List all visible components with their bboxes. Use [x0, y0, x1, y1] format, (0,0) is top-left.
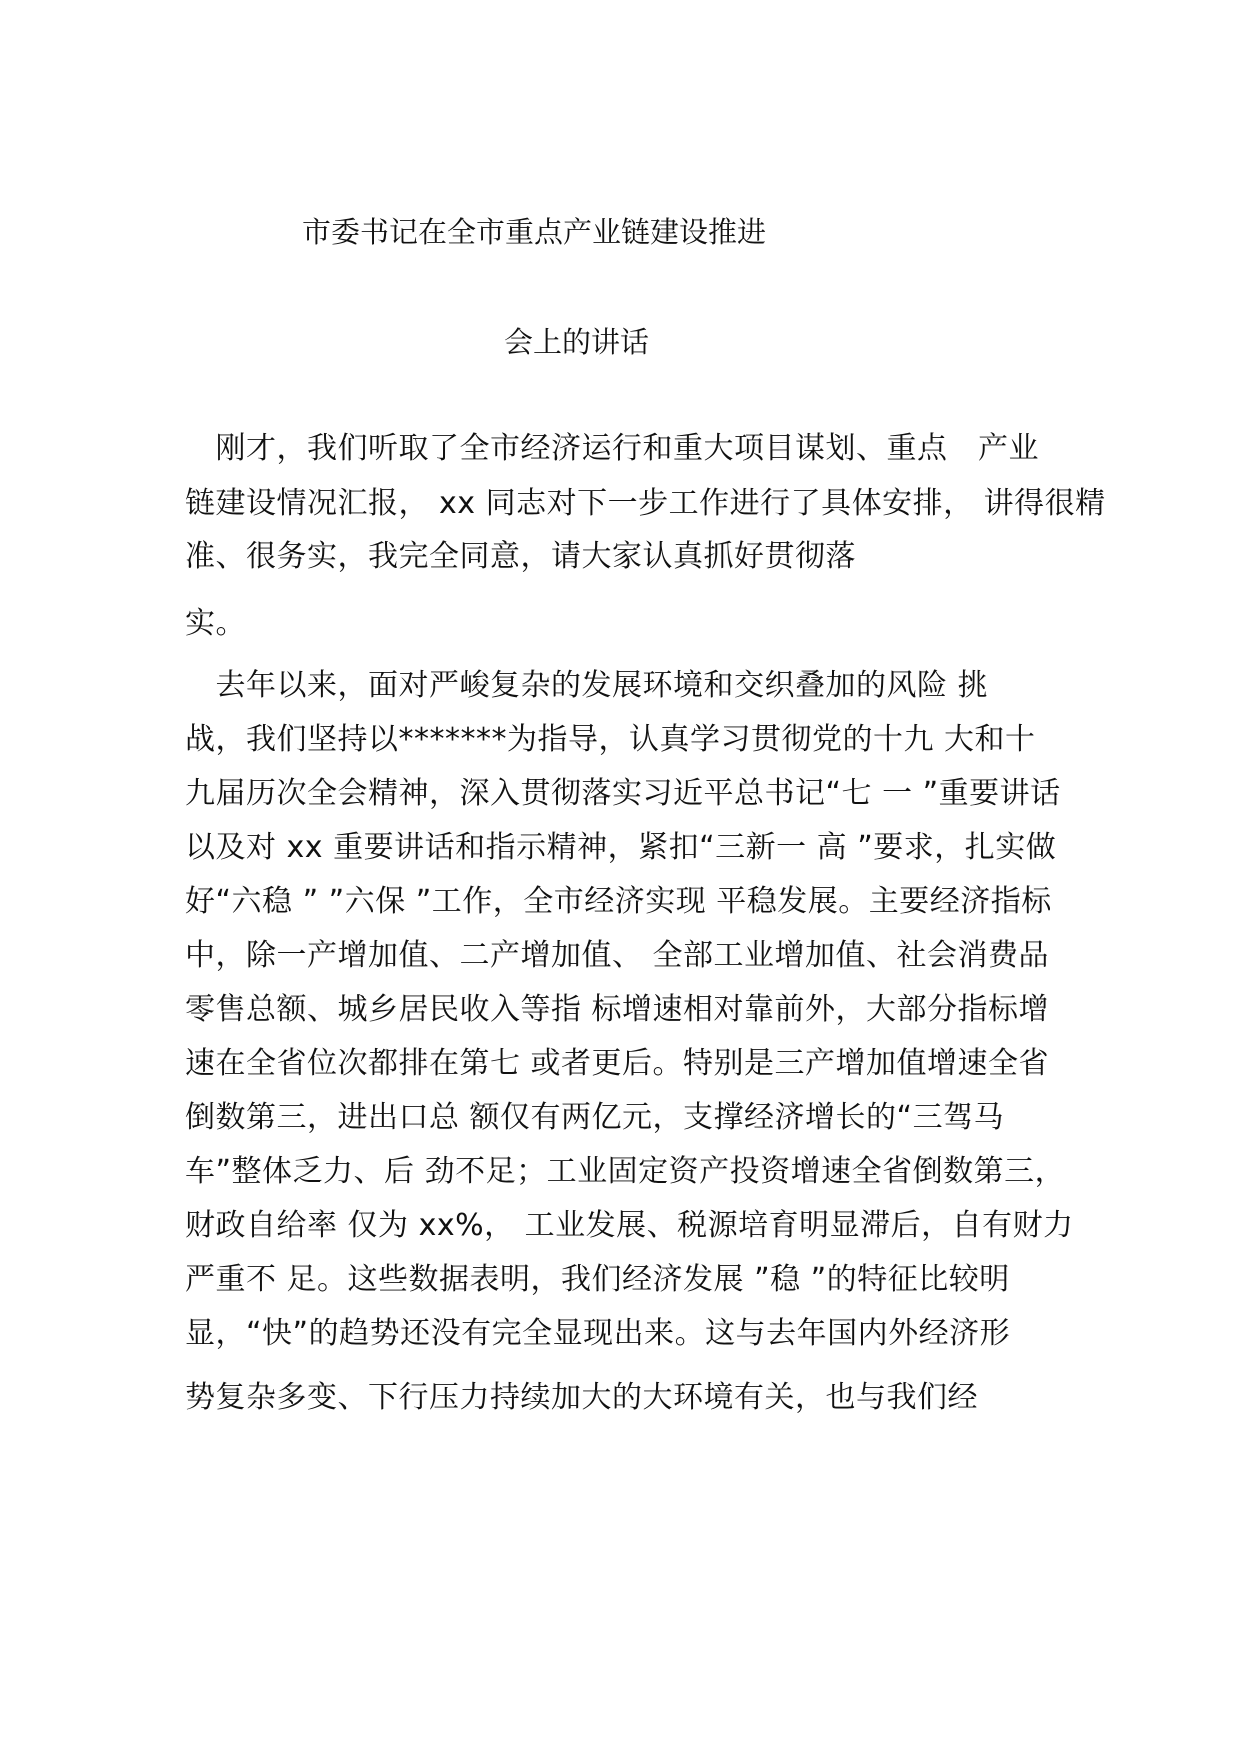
body-text-line: 去年以来，面对严峻复杂的发展环境和交织叠加的风险 挑	[185, 668, 989, 703]
document-title-line-2: 会上的讲话	[504, 325, 650, 359]
body-text-line: 车”整体乏力、后 劲不足；工业固定资产投资增速全省倒数第三，	[185, 1154, 1066, 1189]
body-text-line: 显，“快”的趋势还没有完全显现出来。这与去年国内外经济形	[185, 1316, 1011, 1351]
body-text-line: 严重不 足。这些数据表明，我们经济发展 ”稳 ”的特征比较明	[185, 1262, 1010, 1297]
body-text-line: 实。	[185, 606, 246, 641]
body-text-line: 财政自给率 仅为 xx%， 工业发展、税源培育明显滞后，自有财力	[185, 1208, 1074, 1243]
body-text-line: 好“六稳 ” ”六保 ”工作，全市经济实现 平稳发展。主要经济指标	[185, 884, 1052, 919]
body-text-line: 准、很务实，我完全同意，请大家认真抓好贯彻落	[185, 539, 856, 574]
body-text-line: 以及对 xx 重要讲话和指示精神，紧扣“三新一 高 ”要求，扎实做	[185, 830, 1057, 865]
body-text-line: 九届历次全会精神，深入贯彻落实习近平总书记“七 一 ”重要讲话	[185, 776, 1061, 811]
body-text-line: 刚才，我们听取了全市经济运行和重大项目谋划、重点 产业	[185, 431, 1039, 466]
body-text-line: 势复杂多变、下行压力持续加大的大环境有关，也与我们经	[185, 1380, 978, 1415]
body-text-line: 零售总额、城乡居民收入等指 标增速相对靠前外，大部分指标增	[185, 992, 1050, 1027]
body-text-line: 战，我们坚持以*******为指导，认真学习贯彻党的十九 大和十	[185, 722, 1036, 757]
body-text-line: 链建设情况汇报， xx 同志对下一步工作进行了具体安排， 讲得很精	[185, 486, 1106, 521]
body-text-line: 速在全省位次都排在第七 或者更后。特别是三产增加值增速全省	[185, 1046, 1050, 1081]
body-text-line: 倒数第三，进出口总 额仅有两亿元，支撑经济增长的“三驾马	[185, 1100, 1005, 1135]
body-text-line: 中，除一产增加值、二产增加值、 全部工业增加值、社会消费品	[185, 938, 1050, 973]
document-title-line-1: 市委书记在全市重点产业链建设推进	[302, 215, 767, 249]
